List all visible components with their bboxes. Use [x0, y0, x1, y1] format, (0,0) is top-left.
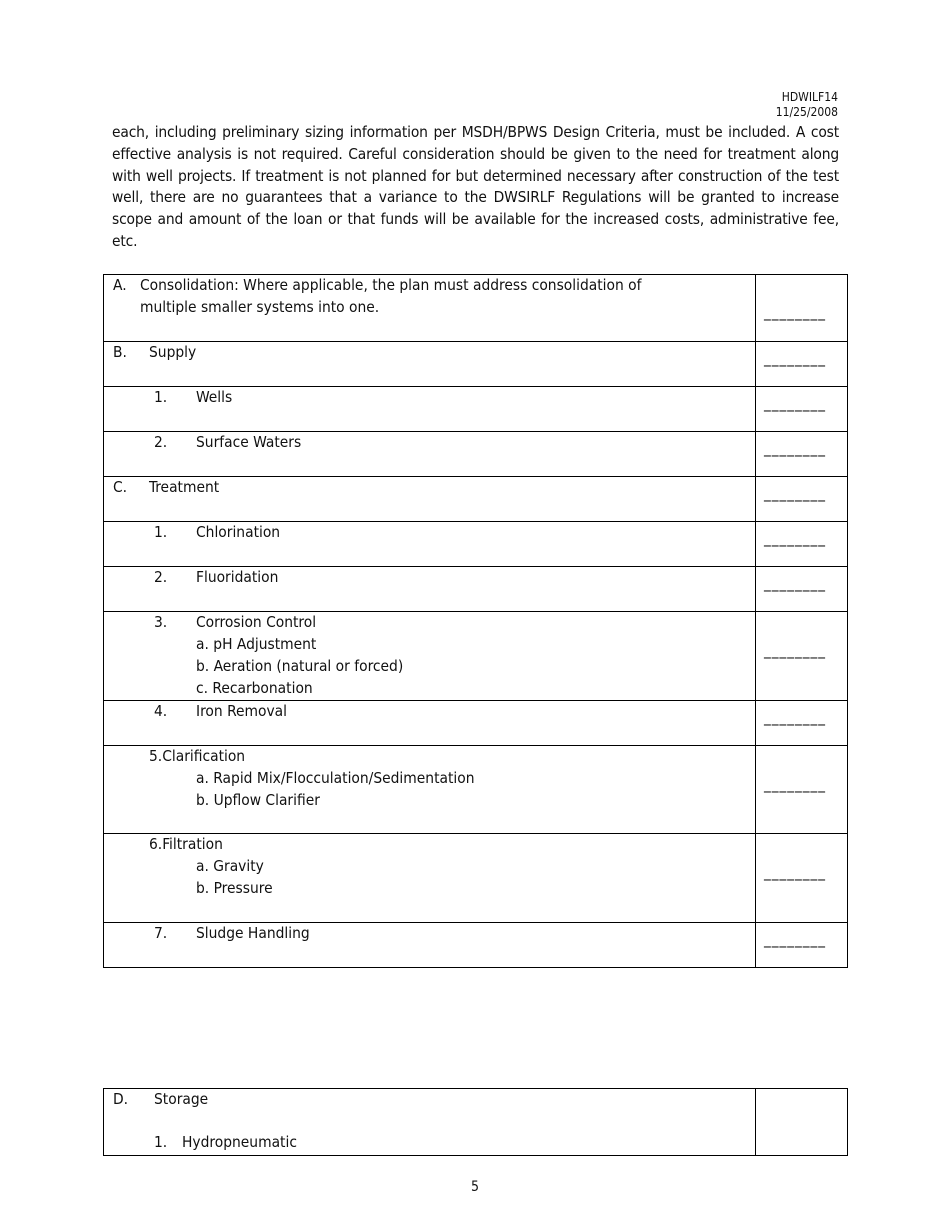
- c-1-label: Chlorination: [196, 523, 281, 541]
- row-section-b: [104, 342, 848, 387]
- c-1-num: 1.: [154, 523, 168, 541]
- row-c-5: [104, 746, 848, 834]
- row-c-4: [104, 701, 848, 746]
- row-c-7: [104, 923, 848, 968]
- c-2-label: Fluoridation: [196, 568, 279, 586]
- document-date: 11/25/2008: [775, 105, 838, 119]
- section-c-check[interactable]: ________: [756, 477, 848, 522]
- c-5-label: 5.Clarification: [149, 747, 246, 765]
- b-1-num: 1.: [154, 388, 168, 406]
- row-section-a: [104, 275, 848, 342]
- section-a-line2: multiple smaller systems into one.: [140, 298, 380, 316]
- c-6-check[interactable]: ________: [756, 834, 848, 923]
- c-6-sub-a: a. Gravity: [196, 857, 264, 875]
- c-6-label: 6.Filtration: [149, 835, 223, 853]
- c-1-check[interactable]: ________: [756, 522, 848, 567]
- c-3-sub-c: c. Recarbonation: [196, 679, 313, 697]
- row-c-3: [104, 612, 848, 701]
- c-5-sub-b: b. Upflow Clarifier: [196, 791, 320, 809]
- row-c-1: [104, 522, 848, 567]
- intro-paragraph: each, including preliminary sizing information per MSDH/BPWS Design Criteria, must be included. A cost effective analysis is not required. Careful consideration should be given to the need for treatment along with well projects. If treatment is not planned for but determined necessary after construction of the test well, there are no guarantees that a variance to the DWSIRLF Regulations will be granted to increase scope and amount of the loan or that funds will be available for the increased costs, administrative fee, etc.: [112, 123, 839, 250]
- c-5-sub-a: a. Rapid Mix/Flocculation/Sedimentation: [196, 769, 475, 787]
- c-4-num: 4.: [154, 702, 168, 720]
- b-1-check[interactable]: ________: [756, 387, 848, 432]
- c-3-check[interactable]: ________: [756, 612, 848, 701]
- row-c-2: [104, 567, 848, 612]
- b-1-label: Wells: [196, 388, 233, 406]
- b-2-label: Surface Waters: [196, 433, 302, 451]
- c-4-label: Iron Removal: [196, 702, 288, 720]
- b-2-num: 2.: [154, 433, 168, 451]
- section-a-line1: Consolidation: Where applicable, the plan must address consolidation of: [140, 276, 642, 294]
- c-7-label: Sludge Handling: [196, 924, 310, 942]
- c-7-num: 7.: [154, 924, 168, 942]
- row-b-1: [104, 387, 848, 432]
- c-2-check[interactable]: ________: [756, 567, 848, 612]
- c-6-sub-b: b. Pressure: [196, 879, 273, 897]
- c-2-num: 2.: [154, 568, 168, 586]
- checklist-table-main: [103, 274, 848, 968]
- row-b-2: [104, 432, 848, 477]
- section-b-check[interactable]: ________: [756, 342, 848, 387]
- section-b-title: Supply: [149, 343, 197, 361]
- section-c-letter: C.: [113, 478, 128, 496]
- row-c-6: [104, 834, 848, 923]
- section-a-check[interactable]: ________: [756, 275, 848, 342]
- c-4-check[interactable]: ________: [756, 701, 848, 746]
- section-d-title: Storage: [154, 1090, 209, 1108]
- section-b-letter: B.: [113, 343, 127, 361]
- section-a-letter: A.: [113, 276, 127, 294]
- section-d-letter: D.: [113, 1090, 129, 1108]
- c-3-label: Corrosion Control: [196, 613, 317, 631]
- c-5-check[interactable]: ________: [756, 746, 848, 834]
- d-1-num: 1.: [154, 1133, 168, 1151]
- checklist-table-storage: [103, 1088, 848, 1156]
- c-3-sub-a: a. pH Adjustment: [196, 635, 317, 653]
- c-3-sub-b: b. Aeration (natural or forced): [196, 657, 404, 675]
- b-2-check[interactable]: ________: [756, 432, 848, 477]
- document-id: HDWILF14: [781, 90, 838, 104]
- section-d-check[interactable]: [756, 1089, 848, 1156]
- d-1-label: Hydropneumatic: [182, 1133, 297, 1151]
- row-section-d: [104, 1089, 848, 1156]
- section-c-title: Treatment: [149, 478, 220, 496]
- c-7-check[interactable]: ________: [756, 923, 848, 968]
- c-3-num: 3.: [154, 613, 168, 631]
- page-number: 5: [470, 1179, 479, 1195]
- document-header: [776, 90, 838, 120]
- row-section-c: [104, 477, 848, 522]
